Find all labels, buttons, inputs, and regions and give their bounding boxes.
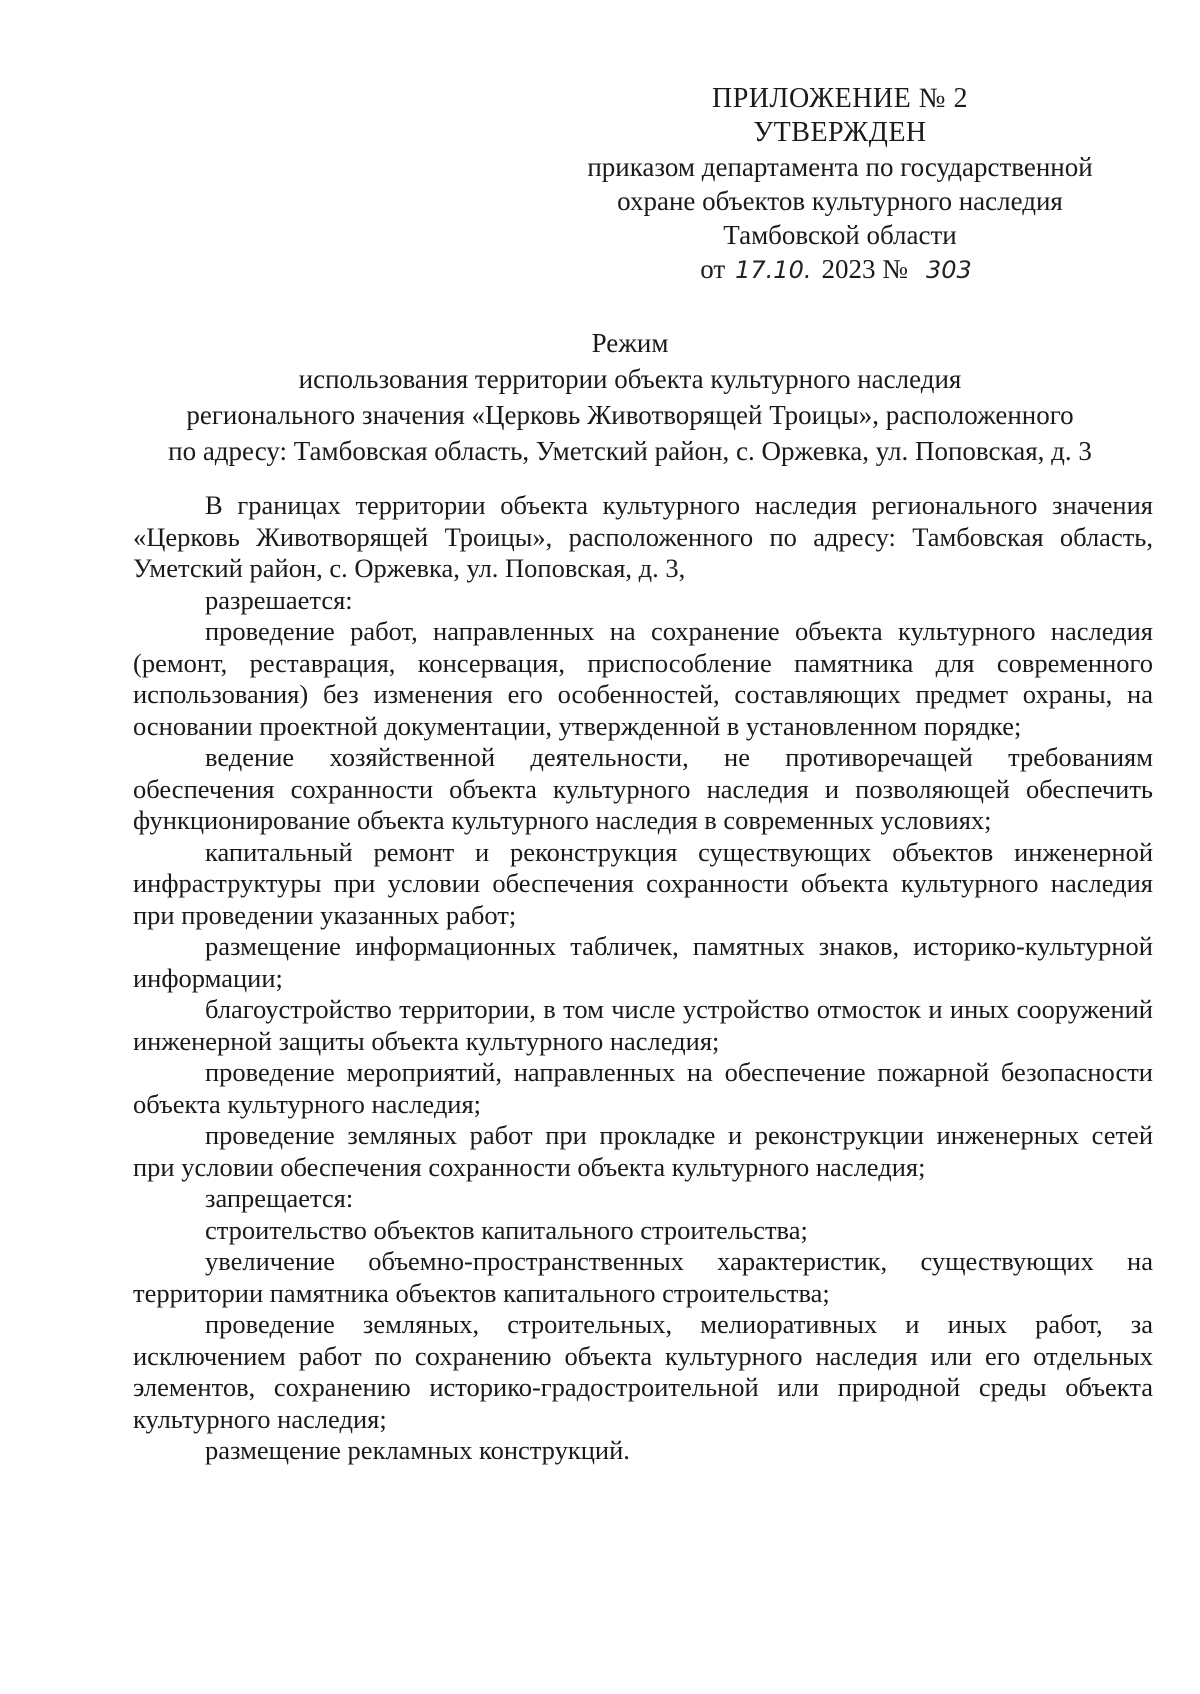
- title-line-3: регионального значения «Церковь Животворящей Троицы», расположенного: [186, 400, 1074, 430]
- forbidden-item: проведение земляных, строительных, мелиоративных и иных работ, за исключением работ по сохранению объекта культурного наследия или его отдельных элементов, сохранению историко-градостроительной или природной среды объекта культурного наследия;: [133, 1309, 1153, 1434]
- allowed-item: капитальный ремонт и реконструкция существующих объектов инженерной инфраструктуры при условии обеспечения сохранности объекта культурного наследия при проведении указанных работ;: [133, 836, 1153, 930]
- handwritten-date: 17.10.: [735, 256, 812, 284]
- forbidden-item: размещение рекламных конструкций.: [205, 1435, 630, 1465]
- order-date-line: [560, 252, 1120, 287]
- forbidden-item: строительство объектов капитального строительства;: [205, 1214, 808, 1245]
- order-line-1: приказом департамента по государственной: [587, 152, 1093, 182]
- document-title: [130, 325, 1130, 469]
- allowed-item: благоустройство территории, в том числе устройство отмосток и иных сооружений инженерной защиты объекта культурного наследия;: [133, 994, 1153, 1056]
- allowed-item: проведение мероприятий, направленных на обеспечение пожарной безопасности объекта культурного наследия;: [133, 1057, 1153, 1119]
- forbidden-label: запрещается:: [205, 1183, 354, 1213]
- date-prefix: от: [700, 254, 726, 284]
- appendix-number: ПРИЛОЖЕНИЕ № 2: [712, 83, 968, 114]
- handwritten-order-number: 303: [926, 256, 972, 284]
- allowed-item: проведение земляных работ при прокладке и реконструкции инженерных сетей при условии обеспечения сохранности объекта культурного наследия;: [133, 1120, 1153, 1182]
- allowed-item: размещение информационных табличек, памятных знаков, историко-культурной информации;: [133, 931, 1153, 993]
- approval-block: [560, 82, 1120, 287]
- allowed-item: ведение хозяйственной деятельности, не противоречащей требованиям обеспечения сохранности объекта культурного наследия и позволяющей обеспечить функционирование объекта культурного наследия в современных условиях;: [133, 742, 1153, 835]
- forbidden-item: увеличение объемно-пространственных характеристик, существующих на территории памятника объектов капитального строительства;: [133, 1246, 1153, 1308]
- title-line-4: по адресу: Тамбовская область, Уметский район, с. Оржевка, ул. Поповская, д. 3: [168, 436, 1092, 466]
- title-line-1: Режим: [591, 328, 669, 358]
- allowed-label: разрешается:: [205, 584, 353, 615]
- document-body: [133, 490, 1153, 1467]
- title-line-2: использования территории объекта культурного наследия: [298, 364, 962, 394]
- approved-label: УТВЕРЖДЕН: [753, 117, 927, 148]
- order-line-2: охране объектов культурного наследия: [617, 186, 1063, 216]
- allowed-item: проведение работ, направленных на сохранение объекта культурного наследия (ремонт, реставрация, консервация, приспособление памятника для современного использования) без изменения его особенностей, составляющих предмет охраны, на основании проектной документации, утвержденной в установленном порядке;: [133, 616, 1153, 741]
- intro-paragraph: В границах территории объекта культурного наследия регионального значения «Церковь Животворящей Троицы», расположенного по адресу: Тамбовская область, Уметский район, с. Оржевка, ул. Поповская, д. 3,: [133, 490, 1153, 583]
- year-and-number-label: 2023 №: [821, 254, 908, 284]
- order-line-3: Тамбовской области: [723, 220, 957, 250]
